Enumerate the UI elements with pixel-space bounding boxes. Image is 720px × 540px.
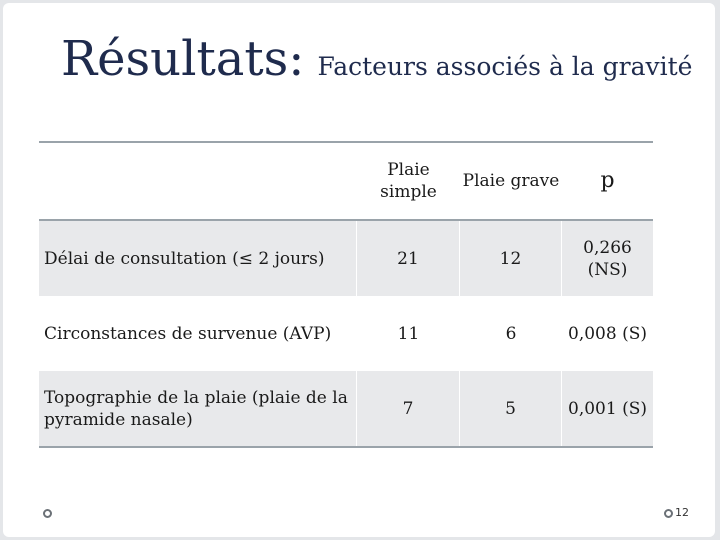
row-label: Circonstances de survenue (AVP) xyxy=(39,296,357,371)
cell-grave: 5 xyxy=(460,371,562,446)
cell-grave: 12 xyxy=(460,221,562,296)
table-row xyxy=(39,296,653,371)
row-label: Topographie de la plaie (plaie de la pyramide nasale) xyxy=(39,371,357,446)
slide-title xyxy=(61,31,692,87)
header-plaie-grave: Plaie grave xyxy=(462,171,560,191)
title-subtitle: Facteurs associés à la gravité xyxy=(317,52,693,81)
footer-bullet-left-icon xyxy=(43,509,52,518)
header-plaie-simple: Plaie simple xyxy=(380,160,437,202)
table-row xyxy=(39,221,653,296)
header-p: p xyxy=(600,168,615,193)
cell-simple: 21 xyxy=(357,221,460,296)
cell-p: 0,266 (NS) xyxy=(562,221,653,296)
cell-p: 0,008 (S) xyxy=(562,296,653,371)
footer-bullet-right-icon xyxy=(664,509,673,518)
results-table xyxy=(39,141,653,448)
table-header-row xyxy=(39,143,653,221)
page-number: 12 xyxy=(675,506,689,519)
cell-simple: 7 xyxy=(357,371,460,446)
title-main: Résultats: xyxy=(61,31,305,87)
cell-p: 0,001 (S) xyxy=(562,371,653,446)
table-row xyxy=(39,371,653,448)
row-label: Délai de consultation (≤ 2 jours) xyxy=(39,221,357,296)
slide xyxy=(3,3,715,537)
header-empty xyxy=(39,143,357,219)
cell-grave: 6 xyxy=(460,296,562,371)
cell-simple: 11 xyxy=(357,296,460,371)
